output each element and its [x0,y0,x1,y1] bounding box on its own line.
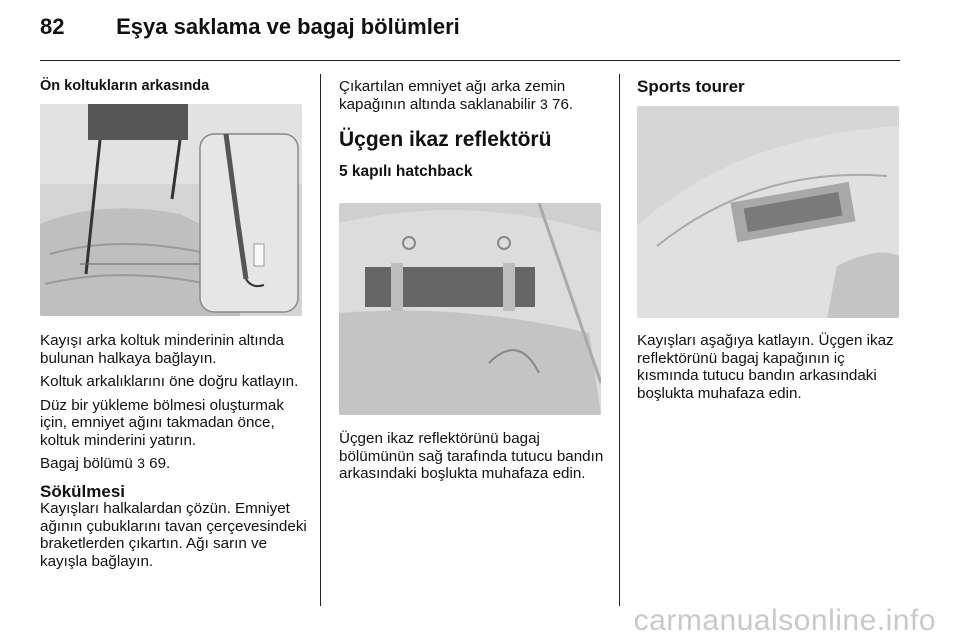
xref-arrow-icon: 3 [137,455,145,471]
column-divider-1 [320,74,321,606]
watermark: carmanualsonline.info [633,604,936,637]
paragraph-xref: Çıkartılan emniyet ağı arka zemin kapağının altında saklanabilir 3 76. [339,78,574,113]
xref-arrow-icon: 3 [539,95,548,112]
column-2 [339,78,609,180]
page-title: Eşya saklama ve bagaj bölümleri [116,14,460,39]
section-heading-behind-seats: Ön koltukların arkasında [40,78,210,94]
section-heading-sports-tourer: Sports tourer [637,77,745,96]
column-3-body [637,332,903,408]
paragraph: Kayışları aşağıya katlayın. Üçgen ikaz reflektörünü bagaj kapağının iç kısmında tutucu bandın arkasındaki boşlukta muhafaza edin. [637,332,894,402]
column-2-body [339,430,609,489]
figure-rear-seat-net [40,104,302,316]
column-1-body [40,332,312,576]
paragraph: Üçgen ikaz reflektörünü bagaj bölümünün sağ tarafında tutucu bandın arkasındaki boşlukta muhafaza edin. [339,430,604,482]
paragraph: Kayışı arka koltuk minderinin altında bulunan halkaya bağlayın. [40,332,284,367]
sub-heading-hatchback: 5 kapılı hatchback [339,162,473,180]
figure-sports-tourer-reflector [637,106,899,318]
section-heading-warning-triangle: Üçgen ikaz reflektörü [339,128,552,151]
page-number: 82 [40,14,65,39]
column-divider-2 [619,74,620,606]
paragraph: Düz bir yükleme bölmesi oluşturmak için, emniyet ağını takmadan önce, koltuk minderini yatırın. [40,396,284,449]
page-link[interactable]: 76. [552,95,574,113]
column-1 [40,78,310,96]
figure-hatchback-reflector [339,203,601,415]
paragraph-xref: Bagaj bölümü 3 69. [40,455,171,472]
column-3 [637,78,903,96]
page-header [40,14,460,40]
sub-heading-removal: Sökülmesi [40,481,126,501]
page-link[interactable]: 69. [149,455,171,472]
paragraph: Kayışları halkalardan çözün. Emniyet ağının çubuklarını tavan çerçevesindeki braketlerden çıkartın. Ağı sarın ve kayışla bağlayın. [40,500,307,570]
paragraph: Koltuk arkalıklarını öne doğru katlayın. [40,373,299,390]
header-rule [40,60,900,61]
